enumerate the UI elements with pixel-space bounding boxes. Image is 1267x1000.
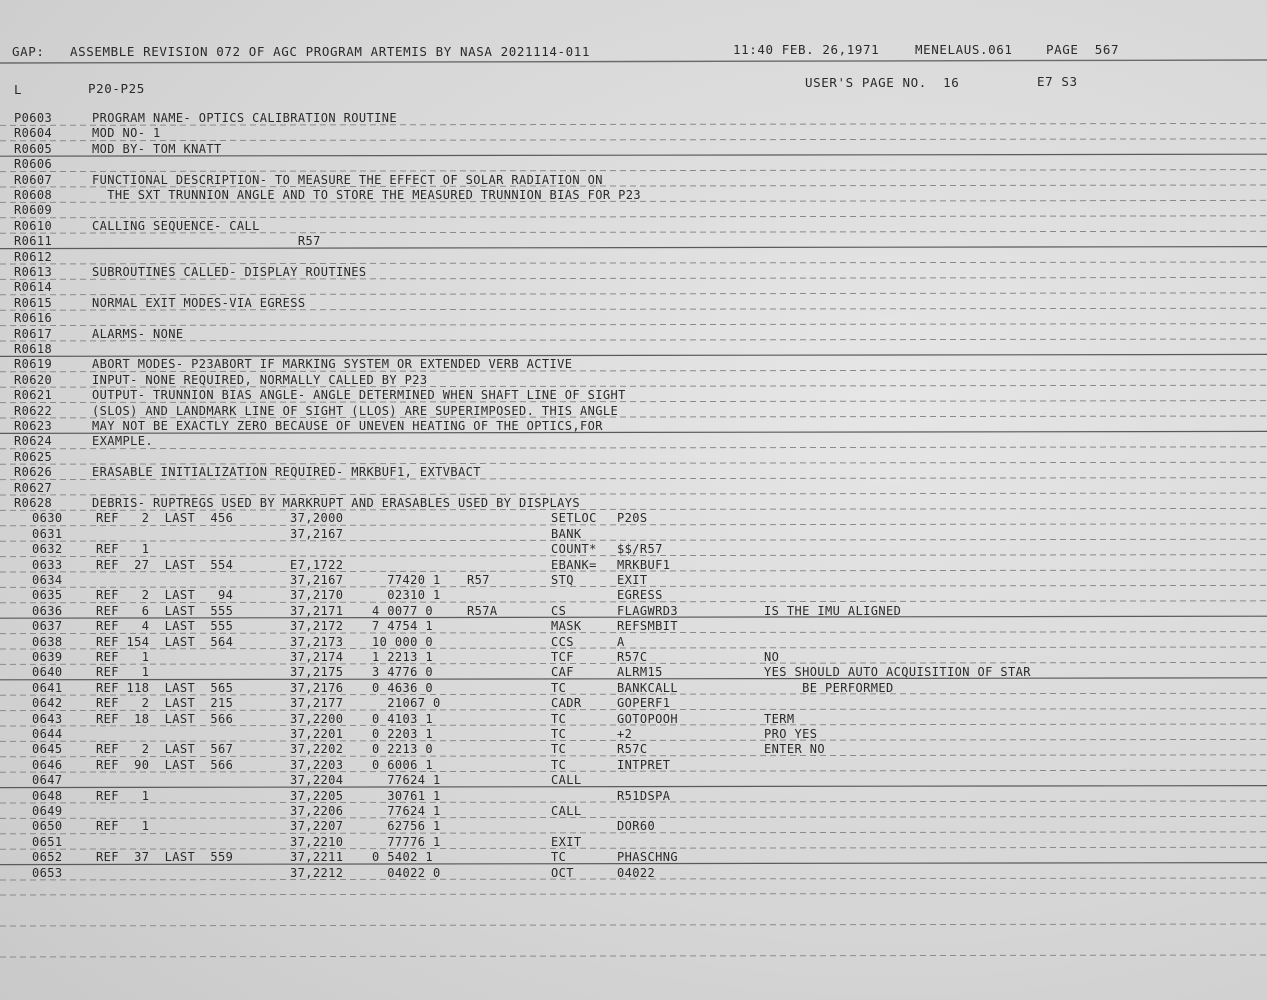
line-number: 0648 — [32, 788, 63, 803]
address: 37,2204 — [290, 773, 344, 788]
operand: R51DSPA — [617, 788, 671, 803]
line-number: 0636 — [32, 603, 63, 618]
comment-line — [0, 250, 1267, 265]
ref-count: REF 37 LAST 559 — [96, 850, 234, 865]
code-comment: BE PERFORMED — [764, 680, 894, 695]
comment-line — [0, 219, 1267, 234]
line-number: 0632 — [32, 542, 63, 557]
address: E7,1722 — [290, 557, 344, 572]
comment-text: OUTPUT- TRUNNION BIAS ANGLE- ANGLE DETERMINED WHEN SHAFT LINE OF SIGHT — [92, 388, 626, 403]
line-number: R0619 — [14, 357, 53, 372]
comment-line — [0, 465, 1267, 480]
address: 37,2205 — [290, 788, 344, 803]
code-line — [0, 511, 1267, 526]
comment-text: INPUT- NONE REQUIRED, NORMALLY CALLED BY P23 — [92, 372, 428, 387]
code-line — [0, 742, 1267, 757]
ref-count: REF 2 LAST 215 — [96, 696, 234, 711]
operand: GOPERF1 — [617, 696, 671, 711]
code-line — [0, 819, 1267, 834]
code-comment: IS THE IMU ALIGNED — [764, 603, 902, 618]
octal-value: 1 2213 1 — [372, 650, 433, 664]
opcode: TC — [551, 680, 567, 695]
comment-line — [0, 157, 1267, 172]
line-number: R0623 — [14, 419, 53, 433]
octal-value: 0 4103 1 — [372, 711, 433, 726]
opcode: TC — [551, 757, 567, 772]
operand: EGRESS — [617, 588, 663, 603]
line-number: 0651 — [32, 834, 63, 849]
section-label: P20-P25 — [88, 81, 145, 96]
octal-value: 4 0077 0 — [372, 603, 433, 618]
comment-text: SUBROUTINES CALLED- DISPLAY ROUTINES — [92, 265, 367, 279]
ref-count: REF 1 — [96, 665, 150, 680]
comment-line — [0, 142, 1267, 157]
user-id: MENELAUS.061 — [915, 42, 1013, 57]
opcode: TC — [551, 727, 567, 741]
address: 37,2173 — [290, 634, 344, 649]
line-number: 0639 — [32, 650, 63, 664]
comment-text: (SLOS) AND LANDMARK LINE OF SIGHT (LLOS) ARE SUPERIMPOSED. THIS ANGLE — [92, 403, 619, 418]
operand: PHASCHNG — [617, 850, 678, 865]
comment-text: R57 — [92, 234, 321, 249]
operand: INTPRET — [617, 757, 671, 772]
line-number: R0625 — [14, 449, 53, 464]
address: 37,2201 — [290, 727, 344, 741]
line-number: R0618 — [14, 342, 53, 356]
comment-line — [0, 203, 1267, 218]
ref-count: REF 27 LAST 554 — [96, 557, 234, 572]
line-number: R0614 — [14, 280, 53, 295]
line-number: R0621 — [14, 388, 53, 403]
line-number: 0637 — [32, 619, 63, 634]
comment-text: DEBRIS- RUPTREGS USED BY MARKRUPT AND ERASABLES USED BY DISPLAYS — [92, 496, 580, 510]
comment-line — [0, 434, 1267, 449]
comment-line — [0, 173, 1267, 188]
octal-value: 7 4754 1 — [372, 619, 433, 634]
code-line — [0, 619, 1267, 634]
line-number: R0622 — [14, 403, 53, 418]
address: 37,2175 — [290, 665, 344, 680]
comment-text: THE SXT TRUNNION ANGLE AND TO STORE THE MEASURED TRUNNION BIAS FOR P23 — [92, 188, 641, 202]
comment-text: ALARMS- NONE — [92, 326, 184, 341]
address: 37,2174 — [290, 650, 344, 664]
line-number: 0649 — [32, 804, 63, 818]
code-line — [0, 712, 1267, 727]
operand: EXIT — [617, 573, 648, 587]
comment-line — [0, 342, 1267, 357]
address: 37,2210 — [290, 834, 344, 849]
address: 37,2167 — [290, 526, 344, 541]
line-number: R0604 — [14, 126, 53, 141]
label: R57 — [467, 573, 490, 587]
users-page-number: USER'S PAGE NO. 16 — [805, 75, 960, 90]
code-line — [0, 789, 1267, 804]
octal-value: 77624 1 — [372, 773, 441, 788]
octal-value: 10 000 0 — [372, 634, 433, 649]
code-line — [0, 804, 1267, 819]
comment-text: CALLING SEQUENCE- CALL — [92, 218, 260, 233]
line-number: 0635 — [32, 588, 63, 603]
operand: $$/R57 — [617, 542, 663, 557]
address: 37,2203 — [290, 757, 344, 772]
address: 37,2176 — [290, 680, 344, 695]
line-number: 0642 — [32, 696, 63, 711]
line-number: 0631 — [32, 526, 63, 541]
octal-value: 30761 1 — [372, 788, 441, 803]
comment-line — [0, 280, 1267, 295]
code-line — [0, 588, 1267, 603]
page-number: PAGE 567 — [1046, 42, 1120, 57]
octal-value: 0 5402 1 — [372, 850, 433, 865]
comment-line — [0, 234, 1267, 249]
opcode: CADR — [551, 696, 582, 711]
operand: GOTOPOOH — [617, 711, 678, 726]
line-number: R0628 — [14, 496, 53, 510]
line-number: 0630 — [32, 511, 63, 526]
comment-line — [0, 265, 1267, 280]
line-number: 0653 — [32, 865, 63, 880]
line-number: R0607 — [14, 172, 53, 187]
code-comment: TERM — [764, 711, 795, 726]
octal-value: 62756 1 — [372, 819, 441, 834]
line-number: 0633 — [32, 557, 63, 572]
ref-count: REF 4 LAST 555 — [96, 619, 234, 634]
octal-value: 77776 1 — [372, 834, 441, 849]
assembly-title: ASSEMBLE REVISION 072 OF AGC PROGRAM ARTEMIS BY NASA 2021114-011 — [70, 44, 591, 59]
comment-text: MOD NO- 1 — [92, 126, 161, 141]
opcode: TC — [551, 711, 567, 726]
opcode: MASK — [551, 619, 582, 634]
opcode: CALL — [551, 773, 582, 788]
code-line — [0, 681, 1267, 696]
operand: 04022 — [617, 865, 656, 880]
comment-line — [0, 327, 1267, 342]
address: 37,2000 — [290, 511, 344, 526]
line-number: R0605 — [14, 141, 53, 156]
opcode: COUNT* — [551, 542, 597, 557]
octal-value: 77420 1 — [372, 573, 441, 587]
comment-line — [0, 373, 1267, 388]
line-number: R0620 — [14, 372, 53, 387]
code-line — [0, 635, 1267, 650]
opcode: CS — [551, 603, 567, 618]
line-number: R0615 — [14, 295, 53, 310]
line-number: R0606 — [14, 157, 53, 172]
code-line — [0, 758, 1267, 773]
address: 37,2206 — [290, 804, 344, 818]
opcode: EBANK= — [551, 557, 597, 572]
ref-count: REF 1 — [96, 788, 150, 803]
comment-text: MOD BY- TOM KNATT — [92, 141, 222, 156]
operand: A — [617, 634, 625, 649]
octal-value: 0 4636 0 — [372, 680, 433, 695]
comment-line — [0, 450, 1267, 465]
address: 37,2200 — [290, 711, 344, 726]
address: 37,2211 — [290, 850, 344, 865]
comment-line — [0, 311, 1267, 326]
opcode: TCF — [551, 650, 574, 664]
operand: MRKBUF1 — [617, 557, 671, 572]
line-number: R0611 — [14, 234, 53, 249]
operand: R57C — [617, 650, 648, 664]
line-number: 0650 — [32, 819, 63, 834]
line-number: R0617 — [14, 326, 53, 341]
code-line — [0, 527, 1267, 542]
opcode: SETLOC — [551, 511, 597, 526]
address: 37,2177 — [290, 696, 344, 711]
opcode: CCS — [551, 634, 574, 649]
address: 37,2167 — [290, 573, 344, 587]
sheet-code: E7 S3 — [1037, 74, 1078, 89]
comment-text: ABORT MODES- P23ABORT IF MARKING SYSTEM OR EXTENDED VERB ACTIVE — [92, 357, 573, 372]
opcode: STQ — [551, 573, 574, 587]
line-number: 0652 — [32, 850, 63, 865]
ref-count: REF 154 LAST 564 — [96, 634, 234, 649]
ref-count: REF 1 — [96, 650, 150, 664]
log-label: L — [14, 82, 23, 97]
comment-line — [0, 496, 1267, 511]
opcode: BANK — [551, 526, 582, 541]
ref-count: REF 1 — [96, 819, 150, 834]
code-line — [0, 650, 1267, 665]
line-number: R0624 — [14, 434, 53, 449]
address: 37,2207 — [290, 819, 344, 834]
comment-text: EXAMPLE. — [92, 434, 153, 449]
operand: DOR60 — [617, 819, 656, 834]
octal-value: 0 2213 0 — [372, 742, 433, 757]
operand: R57C — [617, 742, 648, 757]
operand: BANKCALL — [617, 680, 678, 695]
code-line — [0, 558, 1267, 573]
comment-line — [0, 404, 1267, 419]
code-comment: PRO YES — [764, 727, 818, 741]
line-number: 0647 — [32, 773, 63, 788]
line-number: R0626 — [14, 465, 53, 480]
octal-value: 04022 0 — [372, 865, 441, 880]
line-number: 0640 — [32, 665, 63, 680]
comment-line — [0, 126, 1267, 141]
ref-count: REF 1 — [96, 542, 150, 557]
line-number: R0613 — [14, 265, 53, 279]
opcode: EXIT — [551, 834, 582, 849]
code-line — [0, 773, 1267, 788]
code-line — [0, 542, 1267, 557]
code-line — [0, 866, 1267, 881]
ref-count: REF 90 LAST 566 — [96, 757, 234, 772]
ref-count: REF 2 LAST 456 — [96, 511, 234, 526]
opcode: OCT — [551, 865, 574, 880]
address: 37,2212 — [290, 865, 344, 880]
octal-value: 21067 0 — [372, 696, 441, 711]
ref-count: REF 6 LAST 555 — [96, 603, 234, 618]
opcode: TC — [551, 742, 567, 757]
address: 37,2170 — [290, 588, 344, 603]
opcode: TC — [551, 850, 567, 865]
opcode: CALL — [551, 804, 582, 818]
line-number: 0634 — [32, 573, 63, 587]
line-number: 0644 — [32, 727, 63, 741]
octal-value: 02310 1 — [372, 588, 441, 603]
address: 37,2171 — [290, 603, 344, 618]
operand: ALRM15 — [617, 665, 663, 680]
line-number: 0645 — [32, 742, 63, 757]
operand: REFSMBIT — [617, 619, 678, 634]
line-number: R0610 — [14, 218, 53, 233]
octal-value: 0 2203 1 — [372, 727, 433, 741]
line-number: 0638 — [32, 634, 63, 649]
code-line — [0, 850, 1267, 865]
line-number: R0609 — [14, 203, 53, 218]
octal-value: 3 4776 0 — [372, 665, 433, 680]
line-number: R0612 — [14, 249, 53, 264]
octal-value: 77624 1 — [372, 804, 441, 818]
operand: FLAGWRD3 — [617, 603, 678, 618]
code-line — [0, 835, 1267, 850]
octal-value: 0 6006 1 — [372, 757, 433, 772]
code-line — [0, 665, 1267, 680]
comment-line — [0, 388, 1267, 403]
line-number: R0627 — [14, 480, 53, 495]
address: 37,2202 — [290, 742, 344, 757]
line-number: R0616 — [14, 311, 53, 326]
ref-count: REF 2 LAST 567 — [96, 742, 234, 757]
comment-line — [0, 357, 1267, 372]
line-number: P0603 — [14, 111, 53, 125]
timestamp: 11:40 FEB. 26,1971 — [733, 42, 880, 57]
comment-text: NORMAL EXIT MODES-VIA EGRESS — [92, 295, 306, 310]
code-line — [0, 604, 1267, 619]
code-line — [0, 727, 1267, 742]
label: R57A — [467, 603, 498, 618]
code-comment: ENTER NO — [764, 742, 825, 757]
code-line — [0, 696, 1267, 711]
comment-line — [0, 481, 1267, 496]
comment-line — [0, 419, 1267, 434]
ref-count: REF 18 LAST 566 — [96, 711, 234, 726]
gap-label: GAP: — [12, 44, 45, 59]
comment-text: FUNCTIONAL DESCRIPTION- TO MEASURE THE EFFECT OF SOLAR RADIATION ON — [92, 172, 603, 187]
line-number: 0643 — [32, 711, 63, 726]
code-comment: YES SHOULD AUTO ACQUISITION OF STAR — [764, 665, 1031, 680]
comment-text: ERASABLE INITIALIZATION REQUIRED- MRKBUF1, EXTVBACT — [92, 465, 481, 480]
operand: P20S — [617, 511, 648, 526]
opcode: CAF — [551, 665, 574, 680]
comment-line — [0, 111, 1267, 126]
line-number: R0608 — [14, 188, 53, 202]
code-line — [0, 573, 1267, 588]
ref-count: REF 118 LAST 565 — [96, 680, 234, 695]
line-number: 0641 — [32, 680, 63, 695]
code-comment: NO — [764, 650, 780, 664]
address: 37,2172 — [290, 619, 344, 634]
ref-count: REF 2 LAST 94 — [96, 588, 234, 603]
operand: +2 — [617, 727, 633, 741]
comment-text: PROGRAM NAME- OPTICS CALIBRATION ROUTINE — [92, 111, 397, 125]
line-number: 0646 — [32, 757, 63, 772]
comment-line — [0, 296, 1267, 311]
comment-text: MAY NOT BE EXACTLY ZERO BECAUSE OF UNEVEN HEATING OF THE OPTICS,FOR — [92, 419, 603, 433]
comment-line — [0, 188, 1267, 203]
